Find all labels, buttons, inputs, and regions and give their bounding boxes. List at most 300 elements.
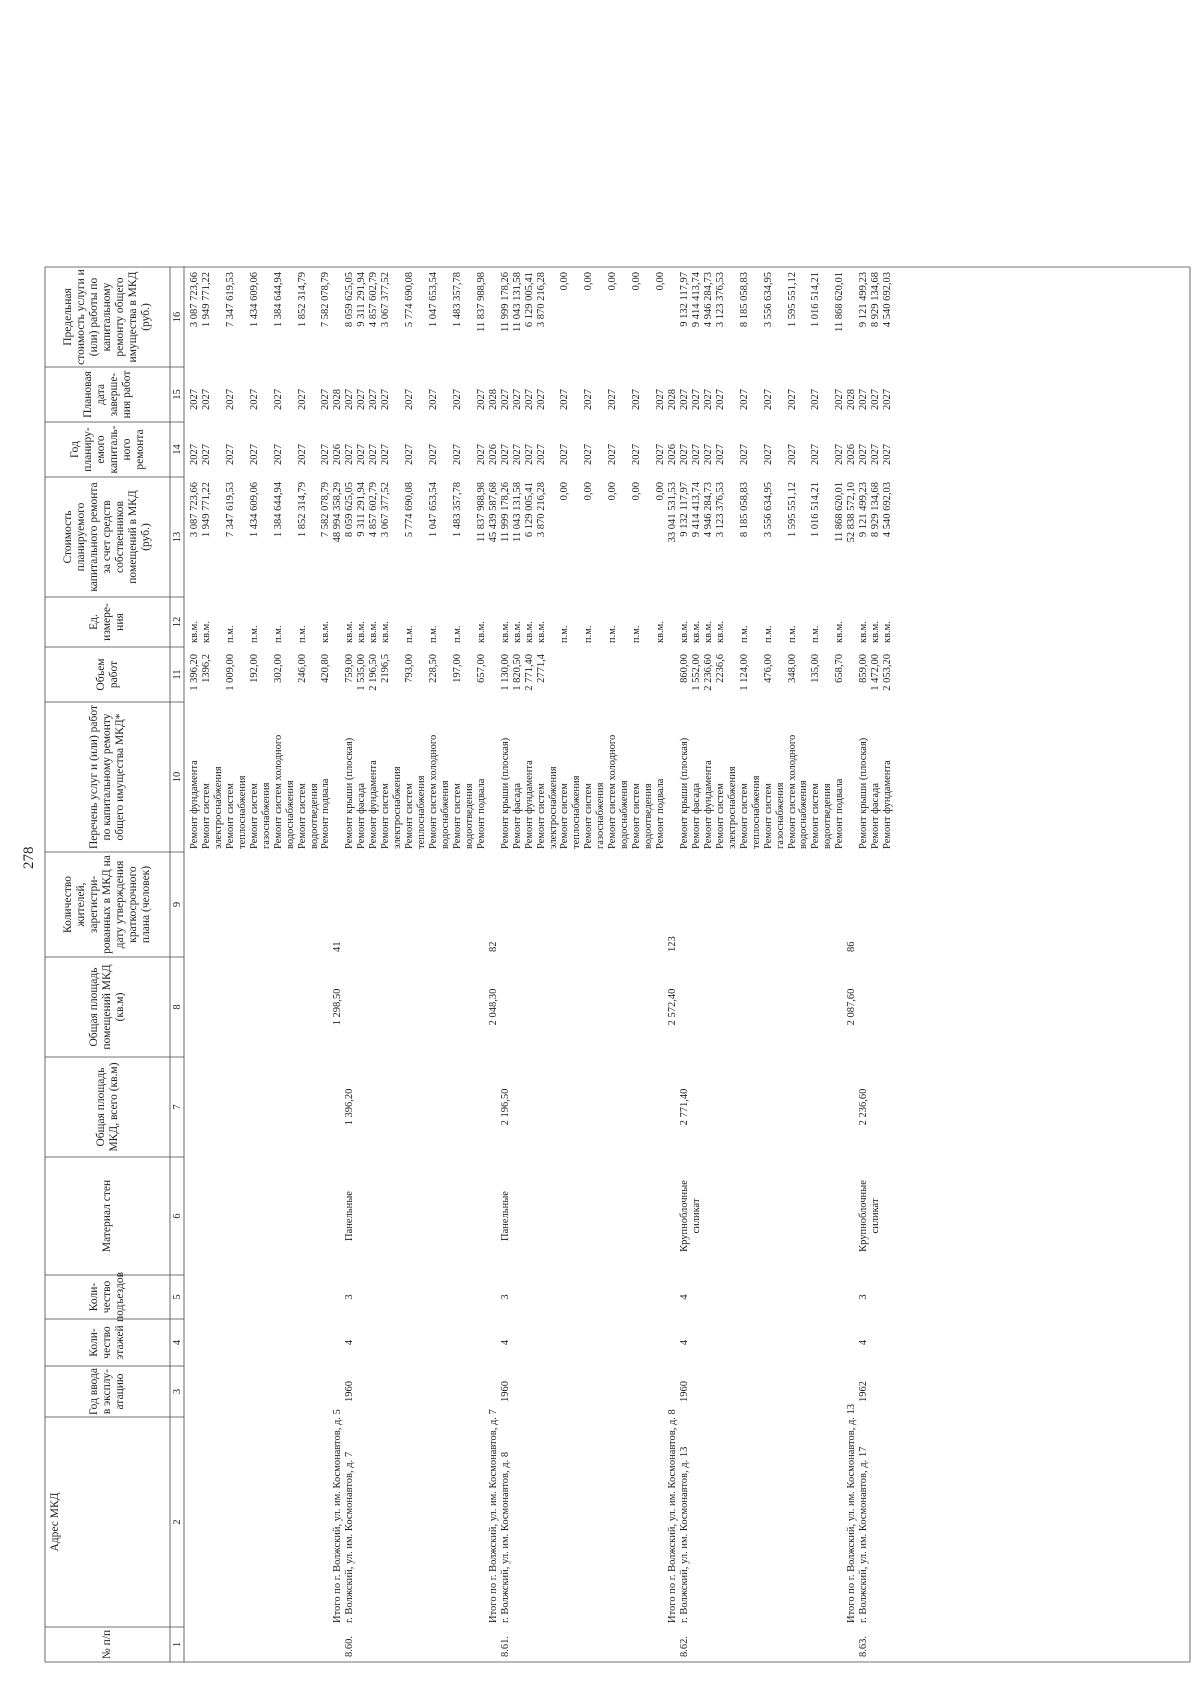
- repair-year-cell: 2027: [678, 444, 690, 465]
- column-header: Год планиру-емого капиталь-ного ремонта: [68, 425, 146, 474]
- end-date-cell: 2027: [356, 389, 368, 410]
- limit-cost-cell: 4 946 284,73: [702, 272, 714, 328]
- unit-cell: кв.м.: [702, 621, 714, 643]
- end-date-cell: 2027: [380, 389, 392, 410]
- volume-cell: 860,00: [678, 654, 690, 683]
- cost-cell: 11 999 178,26: [499, 482, 511, 542]
- volume-cell: 793,00: [404, 654, 416, 683]
- repair-year-cell: 2027: [296, 444, 308, 465]
- volume-cell: 246,00: [296, 654, 308, 683]
- limit-cost-cell: 0,00: [655, 272, 667, 291]
- cost-cell: 1 016 514,21: [810, 482, 822, 538]
- cost-cell: 8 059 625,05: [344, 482, 356, 538]
- end-date-cell: 2027: [189, 389, 200, 410]
- unit-cell: п.м.: [762, 625, 774, 643]
- end-date-cell: 2027: [690, 389, 702, 410]
- end-date-cell: 2027: [870, 389, 882, 410]
- column-number: 11: [171, 669, 183, 680]
- volume-cell: 2236,6: [714, 654, 726, 683]
- work-type-cell: газоснабжения: [260, 782, 272, 849]
- work-type-cell: Ремонт систем: [631, 783, 643, 849]
- end-date-cell: 2027: [224, 389, 236, 410]
- cost-cell: 1 483 357,78: [451, 482, 463, 538]
- end-date-cell: 2027: [451, 389, 463, 410]
- address-cell: г. Волжский, ул. им. Космонавтов, д. 17: [858, 1446, 870, 1623]
- end-date-cell: 2027: [583, 389, 595, 410]
- limit-cost-cell: 3 556 634,95: [762, 272, 774, 328]
- work-type-cell: теплоснабжения: [571, 775, 583, 849]
- column-header: Год ввода в эксплу-атацию: [88, 1368, 126, 1415]
- work-type-cell: водоотведения: [308, 783, 320, 849]
- floors-cell: 4: [678, 1339, 690, 1346]
- work-type-cell: водоснабжения: [439, 780, 451, 849]
- work-type-cell: Ремонт фундамента: [189, 760, 200, 849]
- end-date-cell: 2027: [738, 389, 750, 410]
- limit-cost-cell: 3 067 377,52: [380, 272, 392, 328]
- work-type-cell: Ремонт систем: [559, 783, 571, 849]
- unit-cell: кв.м.: [200, 621, 212, 643]
- repair-year-cell: 2027: [583, 444, 595, 465]
- work-type-cell: водоотведения: [463, 783, 475, 849]
- repair-year-cell: 2027: [786, 444, 798, 465]
- limit-cost-cell: 5 774 690,08: [404, 272, 416, 328]
- cost-cell: 48 994 358,29: [332, 482, 344, 543]
- cost-cell: 5 774 690,08: [404, 482, 416, 538]
- end-date-cell: 2027: [678, 389, 690, 410]
- repair-year-cell: 2027: [858, 444, 870, 465]
- work-type-cell: газоснабжения: [595, 782, 607, 849]
- volume-cell: 657,00: [475, 654, 487, 683]
- limit-cost-cell: 11 043 131,58: [511, 272, 523, 332]
- repair-year-cell: 2027: [738, 444, 750, 465]
- column-number: 12: [171, 616, 183, 628]
- volume-cell: 192,00: [248, 654, 260, 683]
- unit-cell: п.м.: [272, 625, 284, 643]
- entrances-cell: 3: [499, 1294, 511, 1300]
- work-type-cell: Ремонт систем холодного: [428, 734, 439, 849]
- work-type-cell: Ремонт систем холодного: [607, 734, 619, 849]
- work-type-cell: газоснабжения: [774, 782, 786, 849]
- work-type-cell: электроснабжения: [212, 766, 224, 849]
- repair-year-cell: 2027: [428, 444, 439, 465]
- limit-cost-cell: 8 185 058,83: [738, 272, 750, 328]
- residents-cell: 41: [332, 941, 344, 952]
- premises-area-cell: 2 087,60: [846, 988, 858, 1026]
- work-type-cell: Ремонт фундамента: [368, 760, 380, 849]
- end-date-cell: 2027: [882, 389, 894, 410]
- work-type-cell: Ремонт систем холодного: [272, 734, 284, 849]
- end-date-cell: 2027: [535, 389, 547, 410]
- repair-year-cell: 2027: [499, 444, 511, 465]
- limit-cost-cell: 8 929 134,68: [870, 272, 882, 328]
- work-type-cell: Ремонт систем: [451, 783, 463, 849]
- cost-cell: 1 047 653,54: [428, 482, 439, 538]
- unit-cell: п.м.: [296, 625, 308, 643]
- limit-cost-cell: 7 582 078,79: [320, 272, 332, 328]
- column-number: 3: [171, 1388, 183, 1395]
- volume-cell: 2 053,20: [882, 654, 894, 691]
- work-type-cell: теплоснабжения: [416, 775, 428, 849]
- address-cell: г. Волжский, ул. им. Космонавтов, д. 13: [678, 1446, 690, 1623]
- cost-cell: 45 439 587,68: [487, 482, 499, 543]
- limit-cost-cell: 0,00: [559, 272, 571, 291]
- repair-year-cell: 2027: [702, 444, 714, 465]
- work-type-cell: Ремонт систем: [200, 783, 212, 849]
- repair-year-cell: 2027: [368, 444, 380, 465]
- limit-cost-cell: 9 121 499,23: [858, 272, 870, 328]
- end-date-cell: 2028: [487, 389, 499, 410]
- repair-year-cell: 2027: [200, 444, 212, 465]
- column-header: Коли-чество этажей: [88, 1325, 126, 1360]
- work-type-cell: Ремонт фасада: [870, 782, 882, 849]
- limit-cost-cell: 9 414 413,74: [690, 272, 702, 328]
- volume-cell: 2 771,40: [523, 654, 535, 691]
- column-number: 7: [171, 1104, 183, 1110]
- repair-year-cell: 2027: [690, 444, 702, 465]
- repair-year-cell: 2027: [535, 444, 547, 465]
- end-date-cell: 2027: [523, 389, 535, 410]
- repair-year-cell: 2027: [475, 444, 487, 465]
- limit-cost-cell: 1 483 357,78: [451, 272, 463, 328]
- end-date-cell: 2027: [607, 389, 619, 410]
- unit-cell: кв.м.: [320, 621, 332, 643]
- end-date-cell: 2027: [344, 389, 356, 410]
- wall-material-cell: Панельные: [344, 1191, 356, 1241]
- work-type-cell: Ремонт крыши (плоская): [858, 737, 870, 849]
- cost-cell: 6 129 005,41: [523, 482, 535, 538]
- premises-area-cell: 2 572,40: [667, 988, 678, 1026]
- unit-cell: кв.м.: [678, 621, 690, 643]
- work-type-cell: электроснабжения: [392, 766, 404, 849]
- residents-cell: 86: [846, 941, 858, 952]
- volume-cell: 1 472,00: [870, 654, 882, 691]
- cost-cell: 0,00: [631, 482, 643, 501]
- unit-cell: кв.м.: [368, 621, 380, 643]
- repair-year-cell: 2027: [882, 444, 894, 465]
- volume-cell: 2771,4: [535, 654, 547, 683]
- cost-cell: 4 946 284,73: [702, 482, 714, 538]
- unit-cell: кв.м.: [344, 621, 356, 643]
- year-built-cell: 1960: [344, 1381, 356, 1402]
- cost-cell: 4 540 692,03: [882, 482, 894, 538]
- limit-cost-cell: 1 595 551,12: [786, 272, 798, 328]
- repair-year-cell: 2027: [631, 444, 643, 465]
- repair-year-cell: 2027: [451, 444, 463, 465]
- column-number: 6: [171, 1213, 183, 1219]
- unit-cell: п.м.: [786, 625, 798, 643]
- column-number: 9: [171, 901, 183, 908]
- volume-cell: 859,00: [858, 654, 870, 683]
- work-type-cell: водоснабжения: [284, 780, 296, 849]
- limit-cost-cell: 0,00: [631, 272, 643, 291]
- cost-cell: 0,00: [655, 482, 667, 501]
- repair-year-cell: 2027: [404, 444, 416, 465]
- end-date-cell: 2027: [499, 389, 511, 410]
- limit-cost-cell: 1 949 771,22: [200, 272, 212, 328]
- volume-cell: 1 130,00: [499, 654, 511, 691]
- unit-cell: п.м.: [607, 625, 619, 643]
- limit-cost-cell: 4 857 602,79: [368, 272, 380, 328]
- column-header: Стоимость планируемого капитального ремонта за счет средств собственников помещений в МКД (руб.): [62, 482, 152, 592]
- limit-cost-cell: 7 347 619,53: [224, 272, 236, 328]
- total-area-cell: 1 396,20: [344, 1088, 356, 1126]
- work-type-cell: Ремонт фундамента: [882, 760, 894, 849]
- cost-cell: 0,00: [583, 482, 595, 501]
- repair-year-cell: 2027: [559, 444, 571, 465]
- volume-cell: 197,00: [451, 654, 463, 683]
- work-type-cell: Ремонт систем: [583, 783, 595, 849]
- cost-cell: 3 123 376,53: [714, 482, 726, 538]
- cost-cell: 3 067 377,52: [380, 482, 392, 538]
- address-cell: г. Волжский, ул. им. Космонавтов, д. 8: [499, 1451, 511, 1623]
- floors-cell: 4: [499, 1339, 511, 1346]
- end-date-cell: 2028: [667, 389, 678, 410]
- unit-cell: кв.м.: [714, 621, 726, 643]
- cost-cell: 11 837 988,98: [475, 482, 487, 542]
- cost-cell: 8 185 058,83: [738, 482, 750, 538]
- end-date-cell: 2027: [631, 389, 643, 410]
- work-type-cell: Ремонт фасада: [356, 782, 368, 849]
- end-date-cell: 2028: [846, 389, 858, 410]
- unit-cell: кв.м.: [690, 621, 702, 643]
- work-type-cell: Ремонт систем холодного: [786, 734, 798, 849]
- volume-cell: 1 009,00: [224, 654, 236, 691]
- end-date-cell: 2027: [272, 389, 284, 410]
- work-type-cell: Ремонт систем: [224, 783, 236, 849]
- end-date-cell: 2027: [655, 389, 667, 410]
- volume-cell: 1 124,00: [738, 654, 750, 691]
- work-type-cell: Ремонт систем: [738, 783, 750, 849]
- work-type-cell: электроснабжения: [547, 766, 559, 849]
- work-type-cell: Ремонт систем: [404, 783, 416, 849]
- volume-cell: 1 396,20: [189, 654, 200, 691]
- cost-cell: 11 043 131,58: [511, 482, 523, 542]
- column-number: 15: [171, 389, 183, 400]
- volume-cell: 2 236,60: [702, 654, 714, 691]
- entrances-cell: 3: [858, 1294, 870, 1300]
- unit-cell: кв.м.: [356, 621, 368, 643]
- work-type-cell: водоснабжения: [619, 780, 631, 849]
- work-type-cell: Ремонт подвала: [320, 778, 332, 849]
- repair-year-cell: 2026: [487, 444, 499, 465]
- cost-cell: 8 929 134,68: [870, 482, 882, 538]
- column-number: 2: [171, 1519, 183, 1525]
- unit-cell: кв.м.: [499, 621, 511, 643]
- work-type-cell: Ремонт крыши (плоская): [499, 737, 511, 849]
- limit-cost-cell: 1 852 314,79: [296, 272, 308, 328]
- cost-cell: 0,00: [607, 482, 619, 501]
- cost-cell: 33 041 531,53: [667, 482, 678, 543]
- entrances-cell: 4: [678, 1294, 690, 1300]
- repair-year-cell: 2027: [607, 444, 619, 465]
- wall-material-cell: силикат: [870, 1198, 882, 1234]
- work-type-cell: теплоснабжения: [750, 775, 762, 849]
- end-date-cell: 2027: [559, 389, 571, 410]
- repair-year-cell: 2026: [846, 444, 858, 465]
- cost-cell: 0,00: [559, 482, 571, 501]
- column-number: 14: [171, 444, 183, 455]
- work-type-cell: Ремонт подвала: [655, 778, 667, 849]
- column-number: 13: [171, 531, 183, 543]
- end-date-cell: 2027: [200, 389, 212, 410]
- end-date-cell: 2027: [714, 389, 726, 410]
- cost-cell: 1 384 644,94: [272, 482, 284, 538]
- year-built-cell: 1960: [499, 1381, 511, 1402]
- address-cell: Итого по г. Волжский, ул. им. Космонавтов, д. 8: [667, 1409, 678, 1623]
- column-header: Коли-чество подъездов: [88, 1272, 126, 1322]
- end-date-cell: 2027: [368, 389, 380, 410]
- work-type-cell: Ремонт фасада: [690, 782, 702, 849]
- column-number: 16: [171, 311, 183, 323]
- repair-year-cell: 2027: [655, 444, 667, 465]
- cost-cell: 3 870 216,28: [535, 482, 547, 538]
- work-type-cell: теплоснабжения: [236, 775, 248, 849]
- end-date-cell: 2028: [332, 389, 344, 410]
- repair-year-cell: 2027: [189, 444, 200, 465]
- unit-cell: кв.м.: [511, 621, 523, 643]
- work-type-cell: Ремонт систем: [810, 783, 822, 849]
- unit-cell: п.м.: [583, 625, 595, 643]
- limit-cost-cell: 9 311 291,94: [356, 272, 368, 327]
- limit-cost-cell: 8 059 625,05: [344, 272, 356, 328]
- entrances-cell: 3: [344, 1294, 356, 1300]
- unit-cell: п.м.: [559, 625, 571, 643]
- limit-cost-cell: 1 434 609,06: [248, 272, 260, 328]
- column-header: Перечень услуг и (или) работ по капитальному ремонту общего имущества МКД*: [88, 705, 126, 850]
- volume-cell: 1 552,00: [690, 654, 702, 691]
- cost-cell: 9 121 499,23: [858, 482, 870, 538]
- limit-cost-cell: 3 123 376,53: [714, 272, 726, 328]
- column-number: 5: [171, 1294, 183, 1300]
- unit-cell: п.м.: [631, 625, 643, 643]
- address-cell: Итого по г. Волжский, ул. им. Космонавтов, д. 13: [846, 1403, 858, 1623]
- row-number: 8.61.: [499, 1636, 511, 1657]
- work-type-cell: электроснабжения: [726, 766, 738, 849]
- end-date-cell: 2027: [296, 389, 308, 410]
- repair-year-cell: 2026: [332, 444, 344, 465]
- page-number: 278: [21, 846, 37, 869]
- repair-year-cell: 2027: [870, 444, 882, 465]
- repair-year-cell: 2027: [224, 444, 236, 465]
- work-type-cell: Ремонт подвала: [475, 778, 487, 849]
- cost-cell: 3 087 723,66: [189, 482, 200, 538]
- work-type-cell: Ремонт фундамента: [702, 760, 714, 849]
- address-cell: Итого по г. Волжский, ул. им. Космонавтов, д. 7: [487, 1409, 499, 1623]
- volume-cell: 2196,5: [380, 654, 392, 683]
- column-header: Общая площадь МКД, всего (кв.м): [94, 1062, 120, 1152]
- repair-year-cell: 2027: [344, 444, 356, 465]
- column-header: Объем работ: [94, 658, 120, 691]
- unit-cell: кв.м.: [475, 621, 487, 643]
- volume-cell: 476,00: [762, 654, 774, 683]
- volume-cell: 228,50: [428, 654, 439, 683]
- column-header: № п/п: [101, 1629, 113, 1660]
- end-date-cell: 2027: [786, 389, 798, 410]
- limit-cost-cell: 11 999 178,26: [499, 272, 511, 332]
- residents-cell: 123: [667, 936, 678, 952]
- total-area-cell: 2 236,60: [858, 1088, 870, 1126]
- volume-cell: 759,00: [344, 654, 356, 683]
- unit-cell: п.м.: [428, 625, 439, 643]
- limit-cost-cell: 0,00: [583, 272, 595, 291]
- limit-cost-cell: 4 540 692,03: [882, 272, 894, 328]
- volume-cell: 1 820,50: [511, 654, 523, 691]
- cost-cell: 7 582 078,79: [320, 482, 332, 538]
- column-number: 10: [171, 771, 183, 783]
- volume-cell: 348,00: [786, 654, 798, 683]
- repair-year-cell: 2027: [714, 444, 726, 465]
- cost-cell: 9 414 413,74: [690, 482, 702, 538]
- floors-cell: 4: [344, 1339, 356, 1346]
- cost-cell: 4 857 602,79: [368, 482, 380, 538]
- end-date-cell: 2027: [320, 389, 332, 410]
- limit-cost-cell: 11 837 988,98: [475, 272, 487, 332]
- end-date-cell: 2027: [834, 389, 846, 410]
- unit-cell: кв.м.: [380, 621, 392, 643]
- repair-year-cell: 2027: [248, 444, 260, 465]
- limit-cost-cell: 9 132 117,97: [678, 272, 690, 327]
- limit-cost-cell: 1 384 644,94: [272, 272, 284, 328]
- premises-area-cell: 2 048,30: [487, 988, 499, 1026]
- row-number: 8.63.: [858, 1636, 870, 1657]
- cost-cell: 1 852 314,79: [296, 482, 308, 538]
- volume-cell: 1 535,00: [356, 654, 368, 691]
- address-cell: Итого по г. Волжский, ул. им. Космонавтов, д. 5: [332, 1409, 344, 1623]
- total-area-cell: 2 771,40: [678, 1088, 690, 1126]
- limit-cost-cell: 0,00: [607, 272, 619, 291]
- work-type-cell: водоснабжения: [798, 780, 810, 849]
- column-number: 4: [171, 1339, 183, 1346]
- unit-cell: п.м.: [404, 625, 416, 643]
- year-built-cell: 1962: [858, 1381, 870, 1402]
- unit-cell: п.м.: [248, 625, 260, 643]
- volume-cell: 2 196,50: [368, 654, 380, 691]
- end-date-cell: 2027: [475, 389, 487, 410]
- end-date-cell: 2027: [702, 389, 714, 410]
- volume-cell: 1396,2: [200, 654, 212, 683]
- volume-cell: 302,00: [272, 654, 284, 683]
- work-type-cell: Ремонт крыши (плоская): [678, 737, 690, 849]
- work-type-cell: Ремонт подвала: [834, 778, 846, 849]
- floors-cell: 4: [858, 1339, 870, 1346]
- repair-year-cell: 2027: [762, 444, 774, 465]
- work-type-cell: Ремонт систем: [380, 783, 392, 849]
- work-type-cell: Ремонт систем: [762, 783, 774, 849]
- unit-cell: кв.м.: [535, 621, 547, 643]
- limit-cost-cell: 6 129 005,41: [523, 272, 535, 328]
- end-date-cell: 2027: [511, 389, 523, 410]
- column-number: 1: [171, 1641, 183, 1648]
- column-header: Количество жителей, зарегистри-рованных в МКД на дату утверждения краткосрочного плана (человек): [62, 855, 152, 954]
- unit-cell: кв.м.: [870, 621, 882, 643]
- repair-year-cell: 2027: [320, 444, 332, 465]
- column-header: Плановая дата заверше-ния работ: [81, 370, 133, 419]
- repair-year-cell: 2026: [667, 444, 678, 465]
- work-type-cell: Ремонт систем: [248, 783, 260, 849]
- repair-year-cell: 2027: [272, 444, 284, 465]
- repair-year-cell: 2027: [511, 444, 523, 465]
- limit-cost-cell: 1 016 514,21: [810, 272, 822, 328]
- column-number: 8: [171, 1004, 183, 1010]
- unit-cell: кв.м.: [655, 621, 667, 643]
- unit-cell: кв.м.: [189, 621, 200, 643]
- unit-cell: кв.м.: [834, 621, 846, 643]
- cost-cell: 52 838 572,10: [846, 482, 858, 543]
- unit-cell: п.м.: [451, 625, 463, 643]
- column-header: Материал стен: [101, 1179, 113, 1253]
- unit-cell: кв.м.: [882, 621, 894, 643]
- end-date-cell: 2027: [810, 389, 822, 410]
